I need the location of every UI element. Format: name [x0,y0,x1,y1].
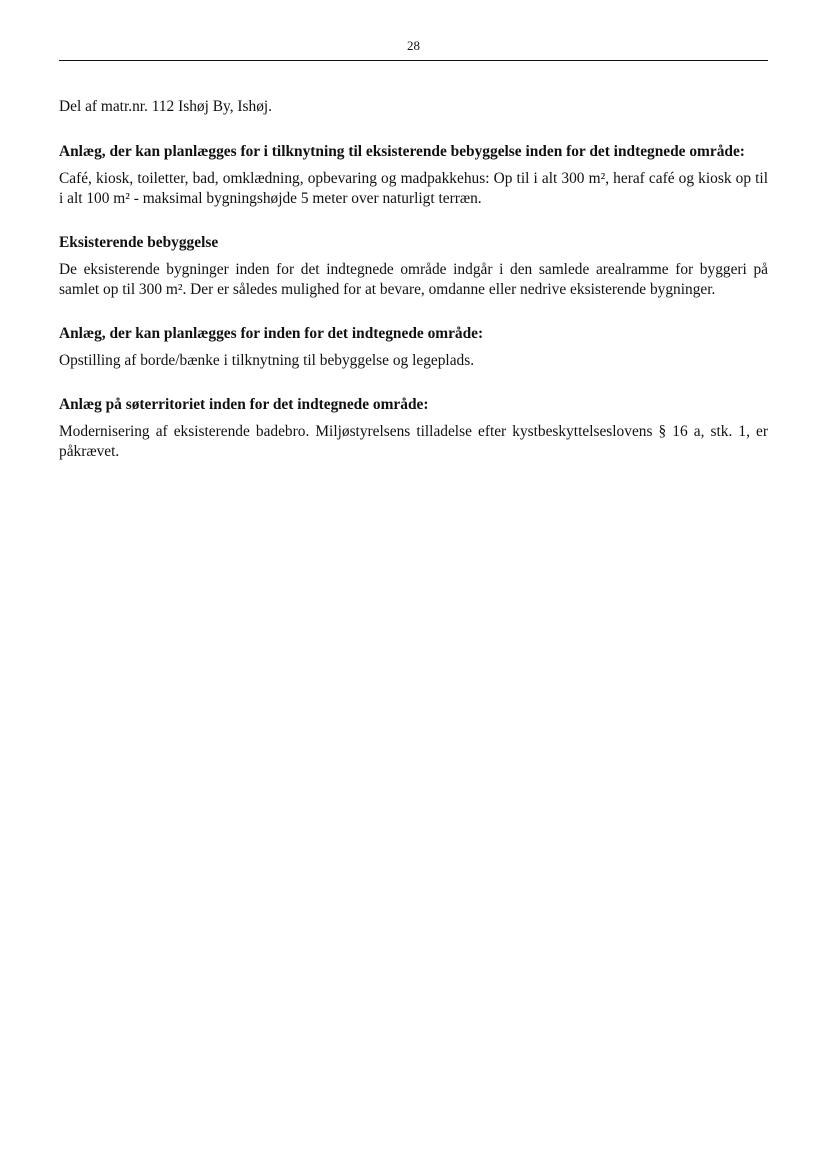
section-heading: Anlæg, der kan planlægges for inden for det indtegnede område: [59,325,484,342]
section-body: Modernisering af eksisterende badebro. Miljøstyrelsens tilladelse efter kystbeskyttelseslovens § 16 a, stk. 1, er påkrævet. [59,423,768,460]
section-2 [59,233,768,300]
section-heading: Anlæg, der kan planlægges for i tilknytning til eksisterende bebyggelse inden for det indtegnede område: [59,143,745,160]
section-3 [59,324,768,371]
section-4 [59,395,768,462]
section-heading: Eksisterende bebyggelse [59,234,219,251]
section-heading: Anlæg på søterritoriet inden for det indtegnede område: [59,396,429,413]
section-1 [59,142,768,209]
section-body: Café, kiosk, toiletter, bad, omklædning, opbevaring og madpakkehus: Op til i alt 300 m², heraf café og kiosk op til i alt 100 m² - maksimal bygningshøjde 5 meter over naturligt terræn. [59,170,768,207]
header-rule [59,60,768,61]
section-body: De eksisterende bygninger inden for det indtegnede område indgår i den samlede arealramme for byggeri på samlet op til 300 m². Der er således mulighed for at bevare, omdanne eller nedrive eksisterende bygninger. [59,261,768,298]
page-number: 28 [407,38,420,53]
intro-paragraph: Del af matr.nr. 112 Ishøj By, Ishøj. [59,98,273,115]
section-body: Opstilling af borde/bænke i tilknytning til bebyggelse og legeplads. [59,352,475,369]
page-content [59,97,768,486]
